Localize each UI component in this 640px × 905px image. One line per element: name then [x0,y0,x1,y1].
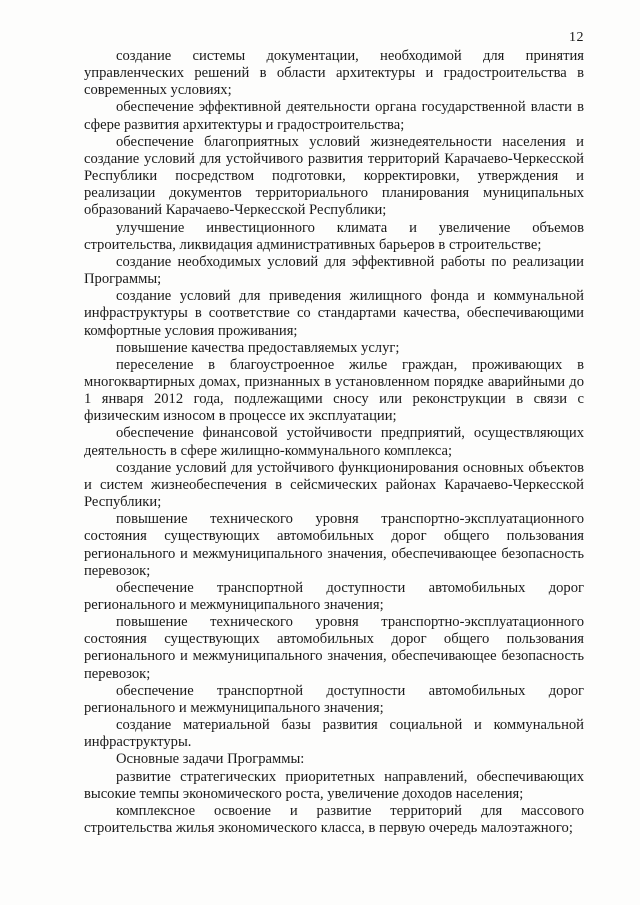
paragraph: обеспечение финансовой устойчивости предприятий, осуществляющих деятельность в сфере жилищно-коммунального комплекса; [84,425,584,459]
paragraph: создание условий для устойчивого функционирования основных объектов и систем жизнеобеспечения в сейсмических районах Карачаево-Черкесской Республики; [84,459,584,511]
paragraph: обеспечение благоприятных условий жизнедеятельности населения и создание условий для устойчивого развития территорий Карачаево-Черкесской Республики посредством подготовки, корректировки, утверждения и реализации документов территориального планирования муниципальных образований Карачаево-Черкесской Республики; [84,133,584,219]
document-body [84,48,584,837]
section-heading: Основные задачи Программы: [116,751,305,768]
paragraph: повышение технического уровня транспортно-эксплуатационного состояния существующих автомобильных дорог общего пользования регионального и межмуниципального значения, обеспечивающее безопасность перевозок; [84,614,584,682]
paragraph: обеспечение транспортной доступности автомобильных дорог регионального и межмуниципального значения; [84,579,584,613]
paragraph: развитие стратегических приоритетных направлений, обеспечивающих высокие темпы экономического роста, увеличение доходов населения; [84,768,584,802]
paragraph: повышение качества предоставляемых услуг; [116,339,400,356]
paragraph: обеспечение эффективной деятельности органа государственной власти в сфере развития архитектуры и градостроительства; [84,99,584,133]
paragraph: повышение технического уровня транспортно-эксплуатационного состояния существующих автомобильных дорог общего пользования регионального и межмуниципального значения, обеспечивающее безопасность перевозок; [84,511,584,579]
paragraph: улучшение инвестиционного климата и увеличение объемов строительства, ликвидация административных барьеров в строительстве; [84,219,584,253]
paragraph: создание системы документации, необходимой для принятия управленческих решений в области архитектуры и градостроительства в современных условиях; [84,48,584,99]
paragraph: переселение в благоустроенное жилье граждан, проживающих в многоквартирных домах, признанных в установленном порядке аварийными до 1 января 2012 года, подлежащими сносу или реконструкции в связи с физическим износом в процессе их эксплуатации; [84,356,584,425]
paragraph: создание условий для приведения жилищного фонда и коммунальной инфраструктуры в соответствие со стандартами качества, обеспечивающими комфортные условия проживания; [84,288,584,339]
page-number: 12 [569,30,584,45]
paragraph: комплексное освоение и развитие территорий для массового строительства жилья экономического класса, в первую очередь малоэтажного; [84,802,584,837]
paragraph: создание необходимых условий для эффективной работы по реализации Программы; [84,253,584,288]
paragraph: создание материальной базы развития социальной и коммунальной инфраструктуры. [84,717,584,751]
paragraph: обеспечение транспортной доступности автомобильных дорог регионального и межмуниципального значения; [84,682,584,716]
